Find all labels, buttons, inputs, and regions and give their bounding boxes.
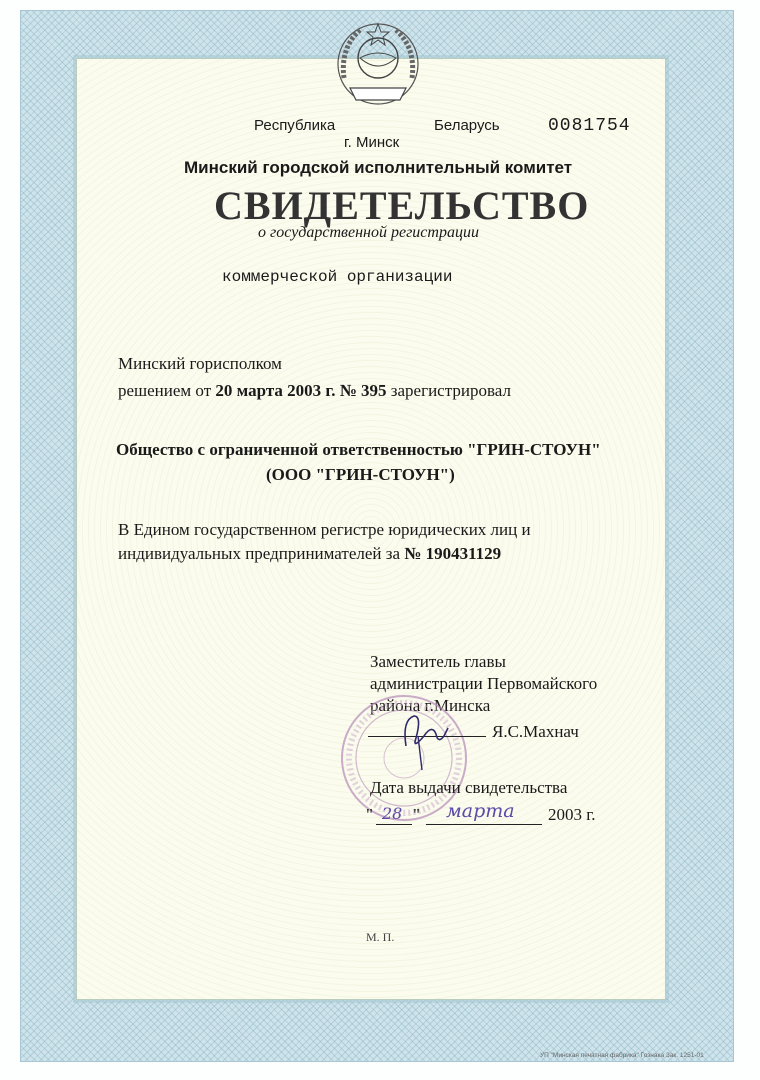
issuer-title: Минский городской исполнительный комитет: [184, 158, 573, 177]
seal-place-label: М. П.: [366, 930, 395, 944]
city-label: г. Минск: [344, 134, 400, 151]
issue-year: 2003 г.: [548, 805, 596, 824]
state-emblem-icon: [330, 18, 426, 114]
signatory-name: Я.С.Махнач: [492, 722, 579, 741]
issue-day-line: [376, 824, 412, 825]
document-subtitle: о государственной регистрации: [258, 224, 479, 241]
issue-month: марта: [446, 800, 515, 822]
decision-line: [118, 381, 511, 401]
decision-date: 20 марта 2003 г.: [215, 381, 336, 400]
decision-number: № 395: [339, 381, 387, 400]
company-full-name: Общество с ограниченной ответственностью "ГРИН-СТОУН": [116, 440, 601, 459]
register-line-2: [118, 544, 501, 564]
issue-date-close-quote: ": [413, 805, 420, 824]
signatory-position-3: района г.Минска: [370, 696, 491, 715]
company-short-name: (ООО "ГРИН-СТОУН"): [266, 465, 455, 484]
country-label-right: Беларусь: [434, 117, 500, 134]
issue-month-line: [426, 824, 542, 825]
country-label-left: Республика: [254, 117, 336, 134]
register-line-1: В Едином государственном регистре юридических лиц и: [118, 520, 531, 539]
register-line-2-prefix: индивидуальных предпринимателей за: [118, 544, 401, 563]
signatory-position-1: Заместитель главы: [370, 652, 506, 671]
issue-day: 28: [382, 804, 403, 823]
register-number: № 190431129: [404, 544, 502, 563]
decision-prefix: решением от: [118, 381, 212, 400]
printer-note: УП "Минская печатная фабрика" Гознака Зак. 1251-01: [540, 1052, 704, 1059]
document-title: СВИДЕТЕЛЬСТВО: [214, 183, 590, 228]
handwritten-signature-icon: [388, 706, 458, 772]
issue-date-open-quote: ": [366, 805, 373, 824]
registrar-name: Минский горисполком: [118, 354, 282, 373]
organization-type: коммерческой организации: [222, 268, 453, 286]
decision-suffix: зарегистрировал: [390, 381, 511, 400]
issue-date-label: Дата выдачи свидетельства: [370, 778, 568, 797]
signatory-position-2: администрации Первомайского: [370, 674, 598, 693]
serial-number: 0081754: [548, 116, 631, 136]
